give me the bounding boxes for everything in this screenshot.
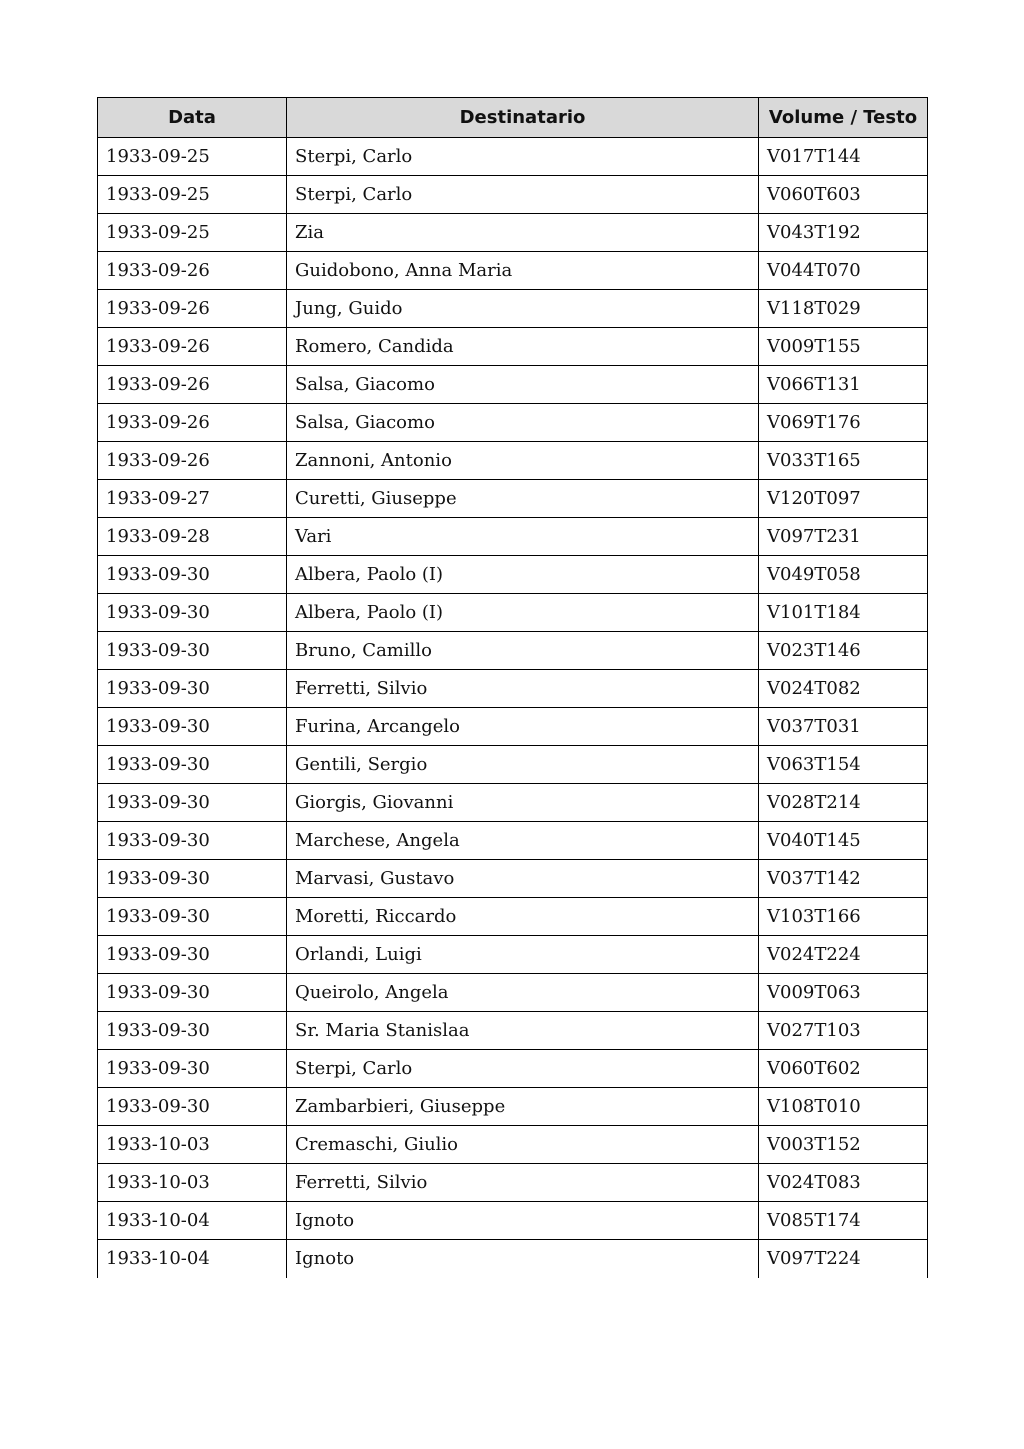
cell-date: 1933-09-30 — [98, 784, 287, 822]
cell-date: 1933-09-30 — [98, 1088, 287, 1126]
cell-recipient: Moretti, Riccardo — [287, 898, 759, 936]
cell-date: 1933-09-28 — [98, 518, 287, 556]
cell-date: 1933-09-30 — [98, 1012, 287, 1050]
cell-volume-text: V066T131 — [759, 366, 928, 404]
cell-volume-text: V033T165 — [759, 442, 928, 480]
table-row — [98, 442, 928, 480]
cell-date: 1933-10-04 — [98, 1240, 287, 1278]
cell-date: 1933-09-26 — [98, 366, 287, 404]
table-body — [98, 138, 928, 1278]
cell-date: 1933-09-30 — [98, 822, 287, 860]
table-row — [98, 176, 928, 214]
cell-date: 1933-09-25 — [98, 214, 287, 252]
cell-volume-text: V017T144 — [759, 138, 928, 176]
cell-date: 1933-09-30 — [98, 632, 287, 670]
table-row — [98, 1164, 928, 1202]
cell-date: 1933-09-27 — [98, 480, 287, 518]
table-row — [98, 480, 928, 518]
table-row — [98, 518, 928, 556]
cell-recipient: Ferretti, Silvio — [287, 670, 759, 708]
cell-date: 1933-09-30 — [98, 936, 287, 974]
cell-recipient: Ignoto — [287, 1240, 759, 1278]
cell-recipient: Albera, Paolo (I) — [287, 594, 759, 632]
cell-date: 1933-10-04 — [98, 1202, 287, 1240]
cell-date: 1933-09-30 — [98, 1050, 287, 1088]
cell-date: 1933-09-30 — [98, 556, 287, 594]
cell-recipient: Orlandi, Luigi — [287, 936, 759, 974]
cell-volume-text: V108T010 — [759, 1088, 928, 1126]
cell-recipient: Salsa, Giacomo — [287, 366, 759, 404]
cell-date: 1933-10-03 — [98, 1164, 287, 1202]
cell-volume-text: V024T224 — [759, 936, 928, 974]
cell-date: 1933-09-26 — [98, 252, 287, 290]
table-row — [98, 632, 928, 670]
cell-volume-text: V028T214 — [759, 784, 928, 822]
cell-volume-text: V085T174 — [759, 1202, 928, 1240]
cell-volume-text: V103T166 — [759, 898, 928, 936]
header-date: Data — [98, 98, 287, 138]
cell-recipient: Sterpi, Carlo — [287, 1050, 759, 1088]
cell-recipient: Salsa, Giacomo — [287, 404, 759, 442]
table-row — [98, 290, 928, 328]
cell-date: 1933-09-25 — [98, 176, 287, 214]
cell-recipient: Sterpi, Carlo — [287, 138, 759, 176]
cell-volume-text: V097T231 — [759, 518, 928, 556]
table-row — [98, 556, 928, 594]
cell-recipient: Gentili, Sergio — [287, 746, 759, 784]
table-row — [98, 1050, 928, 1088]
cell-volume-text: V120T097 — [759, 480, 928, 518]
cell-volume-text: V118T029 — [759, 290, 928, 328]
table-row — [98, 974, 928, 1012]
cell-volume-text: V044T070 — [759, 252, 928, 290]
cell-date: 1933-09-30 — [98, 974, 287, 1012]
cell-recipient: Sterpi, Carlo — [287, 176, 759, 214]
cell-recipient: Zambarbieri, Giuseppe — [287, 1088, 759, 1126]
cell-volume-text: V003T152 — [759, 1126, 928, 1164]
cell-date: 1933-09-26 — [98, 404, 287, 442]
table-row — [98, 670, 928, 708]
cell-recipient: Vari — [287, 518, 759, 556]
cell-recipient: Ignoto — [287, 1202, 759, 1240]
cell-recipient: Guidobono, Anna Maria — [287, 252, 759, 290]
cell-date: 1933-09-26 — [98, 328, 287, 366]
cell-date: 1933-09-30 — [98, 594, 287, 632]
cell-volume-text: V043T192 — [759, 214, 928, 252]
cell-volume-text: V024T083 — [759, 1164, 928, 1202]
table-row — [98, 138, 928, 176]
cell-volume-text: V097T224 — [759, 1240, 928, 1278]
cell-recipient: Romero, Candida — [287, 328, 759, 366]
cell-recipient: Marvasi, Gustavo — [287, 860, 759, 898]
cell-volume-text: V023T146 — [759, 632, 928, 670]
table-row — [98, 1240, 928, 1278]
cell-recipient: Furina, Arcangelo — [287, 708, 759, 746]
cell-recipient: Zannoni, Antonio — [287, 442, 759, 480]
cell-recipient: Queirolo, Angela — [287, 974, 759, 1012]
cell-date: 1933-09-26 — [98, 290, 287, 328]
table-row — [98, 708, 928, 746]
cell-volume-text: V037T142 — [759, 860, 928, 898]
cell-recipient: Albera, Paolo (I) — [287, 556, 759, 594]
cell-recipient: Zia — [287, 214, 759, 252]
table-row — [98, 594, 928, 632]
table-row — [98, 936, 928, 974]
cell-recipient: Curetti, Giuseppe — [287, 480, 759, 518]
table-row — [98, 822, 928, 860]
cell-volume-text: V009T063 — [759, 974, 928, 1012]
table-row — [98, 252, 928, 290]
cell-date: 1933-09-26 — [98, 442, 287, 480]
cell-volume-text: V009T155 — [759, 328, 928, 366]
table-row — [98, 1012, 928, 1050]
header-volume-text: Volume / Testo — [759, 98, 928, 138]
cell-recipient: Ferretti, Silvio — [287, 1164, 759, 1202]
cell-recipient: Bruno, Camillo — [287, 632, 759, 670]
table-row — [98, 1088, 928, 1126]
cell-date: 1933-09-30 — [98, 746, 287, 784]
letters-table — [97, 97, 928, 1278]
cell-volume-text: V101T184 — [759, 594, 928, 632]
cell-recipient: Marchese, Angela — [287, 822, 759, 860]
cell-date: 1933-09-25 — [98, 138, 287, 176]
cell-date: 1933-10-03 — [98, 1126, 287, 1164]
cell-volume-text: V060T603 — [759, 176, 928, 214]
cell-recipient: Sr. Maria Stanislaa — [287, 1012, 759, 1050]
cell-date: 1933-09-30 — [98, 898, 287, 936]
cell-volume-text: V024T082 — [759, 670, 928, 708]
table-row — [98, 784, 928, 822]
table-row — [98, 1202, 928, 1240]
cell-recipient: Jung, Guido — [287, 290, 759, 328]
table-row — [98, 404, 928, 442]
table-row — [98, 746, 928, 784]
cell-date: 1933-09-30 — [98, 860, 287, 898]
table-row — [98, 214, 928, 252]
cell-date: 1933-09-30 — [98, 708, 287, 746]
cell-recipient: Cremaschi, Giulio — [287, 1126, 759, 1164]
table-row — [98, 366, 928, 404]
header-row — [98, 98, 928, 138]
cell-volume-text: V060T602 — [759, 1050, 928, 1088]
cell-volume-text: V040T145 — [759, 822, 928, 860]
header-recipient: Destinatario — [287, 98, 759, 138]
cell-volume-text: V037T031 — [759, 708, 928, 746]
cell-volume-text: V049T058 — [759, 556, 928, 594]
cell-volume-text: V069T176 — [759, 404, 928, 442]
table-row — [98, 860, 928, 898]
table-header — [98, 98, 928, 138]
cell-volume-text: V063T154 — [759, 746, 928, 784]
cell-volume-text: V027T103 — [759, 1012, 928, 1050]
cell-date: 1933-09-30 — [98, 670, 287, 708]
cell-recipient: Giorgis, Giovanni — [287, 784, 759, 822]
table-row — [98, 898, 928, 936]
table-row — [98, 328, 928, 366]
table-row — [98, 1126, 928, 1164]
